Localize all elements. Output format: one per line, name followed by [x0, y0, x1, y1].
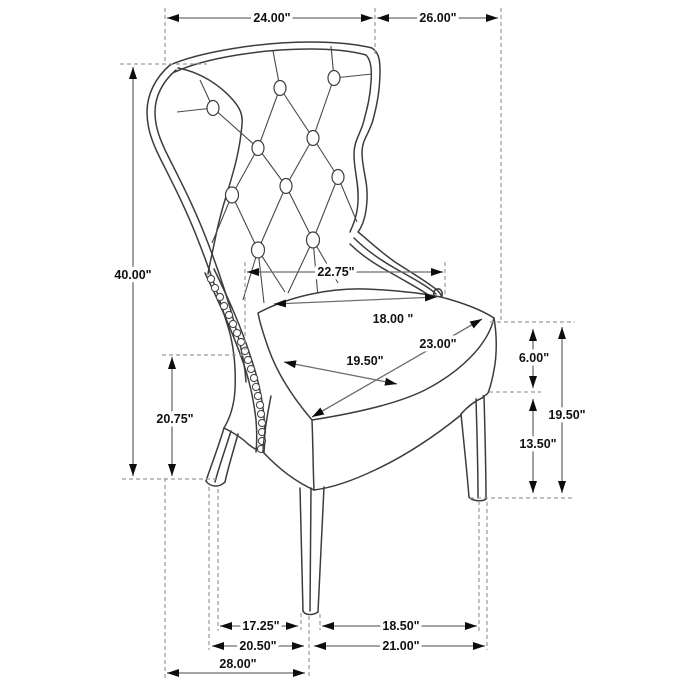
dim-label-26: 26.00": [419, 11, 457, 25]
dim-label-28: 28.00": [219, 657, 257, 671]
dim-label-19-50-right: 19.50": [548, 408, 586, 422]
left-wing-scroll: [178, 68, 242, 274]
dim-label-6: 6.00": [518, 351, 550, 365]
right-arm-roll: [354, 238, 436, 294]
dim-label-17-25: 17.25": [242, 619, 280, 633]
dim-label-22-75: 22.75": [317, 265, 355, 279]
dim-label-18: 18.00 ": [372, 312, 414, 326]
nailhead-trim: [205, 269, 266, 453]
front-right-leg: [461, 396, 486, 501]
dim-label-24: 24.00": [253, 11, 291, 25]
chair-drawing: [147, 42, 496, 615]
left-wing-outline: [147, 65, 263, 452]
front-left-leg: [300, 487, 324, 615]
dim-label-20-75: 20.75": [156, 412, 194, 426]
dim-label-13-50: 13.50": [519, 437, 557, 451]
dim-label-18-50: 18.50": [382, 619, 420, 633]
dim-label-21: 21.00": [382, 639, 420, 653]
tufting-buttons: [207, 71, 344, 259]
back-left-leg: [206, 428, 238, 486]
dim-label-19-50-seat: 19.50": [346, 354, 384, 368]
dim-label-20-50: 20.50": [239, 639, 277, 653]
dim-label-23: 23.00": [419, 337, 457, 351]
dim-label-40: 40.00": [114, 268, 152, 282]
